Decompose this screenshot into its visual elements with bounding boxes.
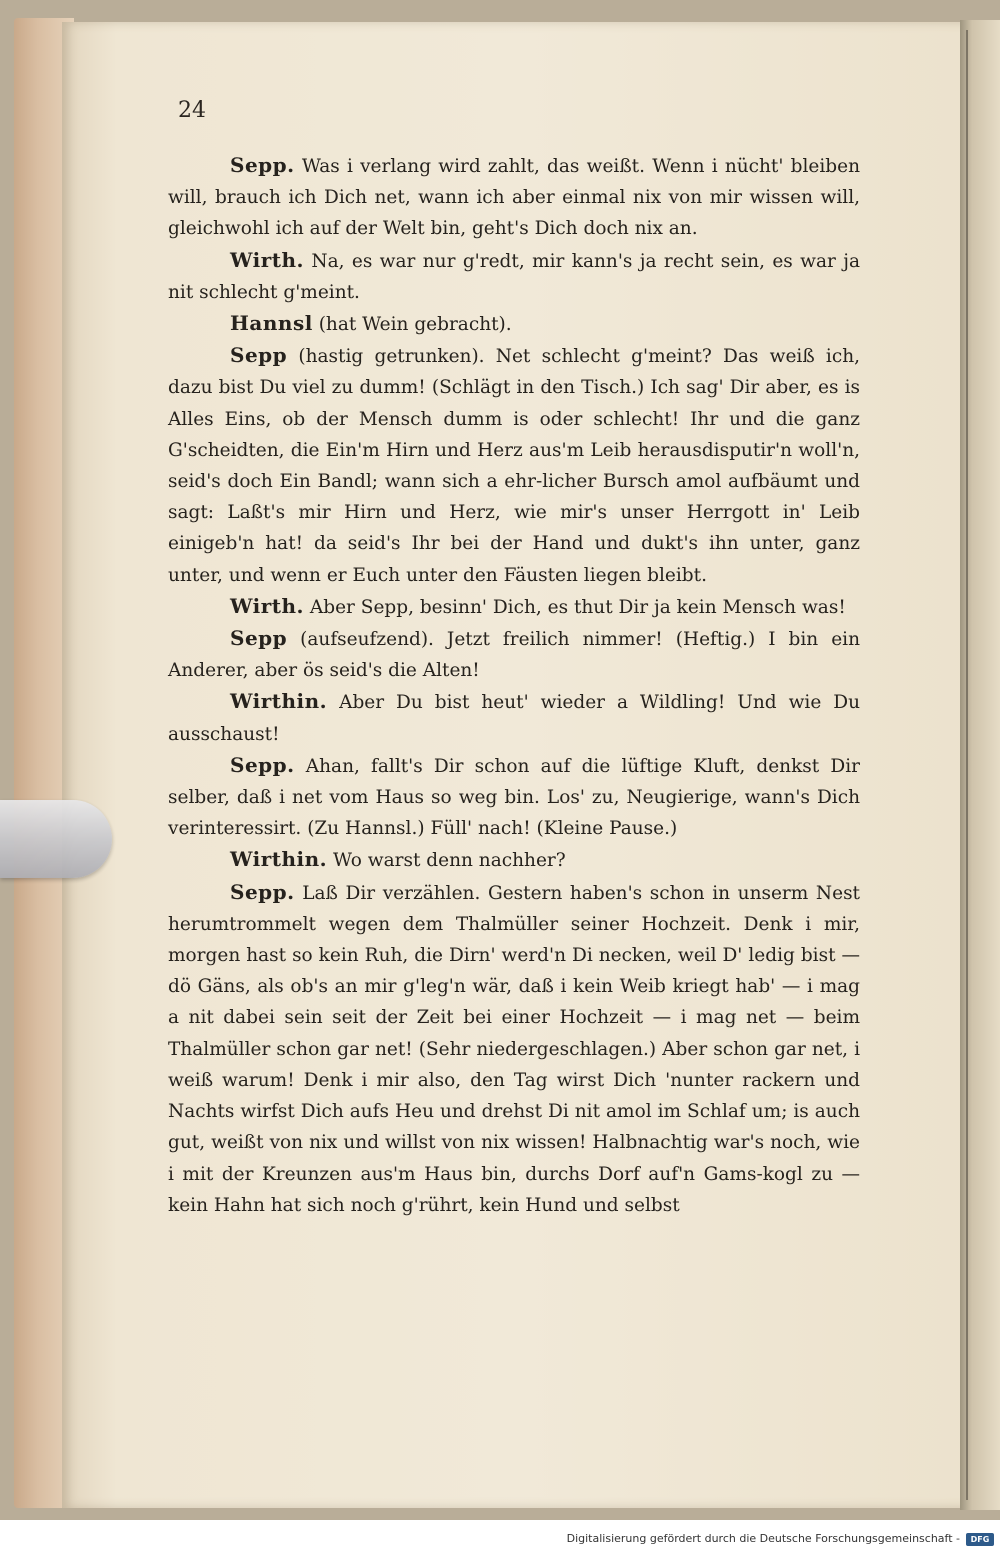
dialogue-paragraph	[168, 844, 860, 876]
dialogue-paragraph	[168, 245, 860, 308]
bookmark-tab	[0, 800, 112, 878]
dialogue-paragraph	[168, 308, 860, 340]
footer-bar	[0, 1530, 1000, 1550]
speaker-name: Hannsl	[230, 311, 313, 336]
speaker-name: Wirth.	[230, 247, 304, 272]
gutter-line	[966, 30, 968, 1500]
speaker-name: Sepp.	[230, 879, 295, 904]
speaker-name: Sepp.	[230, 153, 295, 177]
dialogue-text: (hastig getrunken). Net schlecht g'meint? Das weiß ich, dazu bist Du viel zu dumm! (Schlägt in den Tisch.) Ich sag' Dir aber, es is Alles Eins, ob der Mensch dumm is oder schlecht! Ihr und die ganz G'scheidten, die Ein'm Hirn und Herz aus'm Leib herausdisputir'n woll'n, seid's doch Ein Bandl; wann sich a ehr-licher Bursch amol aufbäumt und sagt: Laßt's mir Hirn und Herz, wie mir's unser Herrgott in' Leib einigeb'n hat! da seid's Ihr bei der Hand und dukt's ihn unter, ganz unter, und wenn er Euch unter den Fäusten liegen bleibt.	[168, 346, 860, 586]
dialogue-paragraph	[168, 623, 860, 686]
dialogue-text: Wo warst denn nachher?	[333, 850, 566, 872]
dialogue-text: Laß Dir verzählen. Gestern haben's schon in unserm Nest herumtrommelt wegen dem Thalmüller seiner Hochzeit. Denk i mir, morgen hast so kein Ruh, die Dirn' werd'n Di necken, weil D' ledig bist — dö Gäns, als ob's an mir g'leg'n wär, daß i kein Weib kriegt hab' — i mag a nit dabei sein seit der Zeit bei einer Hochzeit — i mag net — beim Thalmüller schon gar net! (Sehr niedergeschlagen.) Aber schon gar net, i weiß warum! Denk i mir also, den Tag wirst Dich 'nunter rackern und Nachts wirfst Dich aufs Heu und drehst Di nit amol im Schlaf um; is auch gut, weißt von nix und willst von nix wissen! Halbnachtig war's noch, wie i mit der Kreunzen aus'm Haus bin, durchs Dorf auf'n Gams-kogl zu — kein Hahn hat sich noch g'rührt, kein Hund und selbst	[168, 882, 860, 1216]
page-number: 24	[178, 98, 206, 123]
dialogue-paragraph	[168, 591, 860, 623]
speaker-name: Sepp	[230, 626, 288, 651]
dialogue-paragraph	[168, 150, 860, 245]
dialogue-paragraph	[168, 877, 860, 1221]
dfg-logo: DFG	[966, 1533, 994, 1546]
dialogue-paragraph	[168, 686, 860, 749]
speaker-name: Sepp.	[230, 752, 295, 777]
speaker-name: Wirthin.	[230, 689, 328, 714]
dialogue-text: Na, es war nur g'redt, mir kann's ja recht sein, es war ja nit schlecht g'meint.	[168, 250, 861, 303]
page-text	[168, 150, 860, 1221]
digitization-credit: Digitalisierung gefördert durch die Deutsche Forschungsgemeinschaft -	[566, 1532, 960, 1545]
dialogue-text: (aufseufzend). Jetzt freilich nimmer! (Heftig.) I bin ein Anderer, aber ös seid's die Alten!	[168, 629, 860, 682]
speaker-name: Wirthin.	[230, 847, 328, 872]
dialogue-paragraph	[168, 750, 860, 845]
dialogue-text: Ahan, fallt's Dir schon auf die lüftige Kluft, denkst Dir selber, daß i net vom Haus so weg bin. Los' zu, Neugierige, wann's Dich verinteressirt. (Zu Hannsl.) Füll' nach! (Kleine Pause.)	[168, 755, 860, 840]
dialogue-text: Aber Du bist heut' wieder a Wildling! Und wie Du ausschaust!	[168, 692, 860, 745]
speaker-name: Sepp	[230, 343, 288, 368]
dialogue-text: Aber Sepp, besinn' Dich, es thut Dir ja kein Mensch was!	[309, 596, 846, 618]
dialogue-text: (hat Wein gebracht).	[318, 314, 512, 336]
dialogue-paragraph	[168, 340, 860, 591]
speaker-name: Wirth.	[230, 593, 304, 618]
dialogue-text: Was i verlang wird zahlt, das weißt. Wenn i nücht' bleiben will, brauch ich Dich net, wann ich aber einmal nix von mir wissen will, gleichwohl ich auf der Welt bin, geht's Dich doch nix an.	[168, 156, 860, 240]
